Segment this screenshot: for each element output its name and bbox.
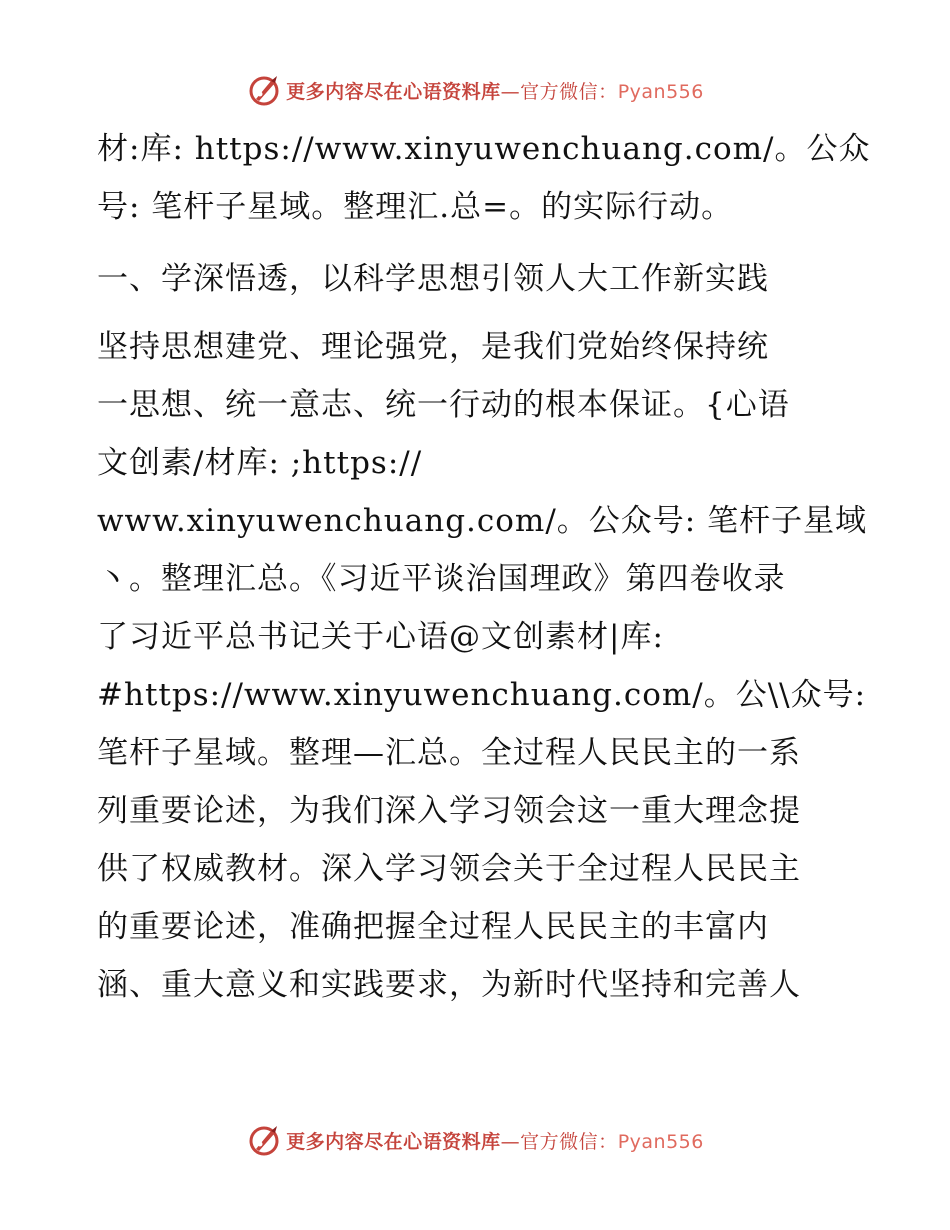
banner-wechat-id: Pyan556	[617, 80, 704, 103]
text-line: 丶。整理汇总。《习近平谈治国理政》第四卷收录	[97, 561, 786, 597]
text-line: 涵、重大意义和实践要求，为新时代坚持和完善人	[97, 967, 801, 1003]
footer-banner	[0, 1120, 950, 1160]
text-line: 一思想、统一意志、统一行动的根本保证。{心语	[97, 387, 790, 423]
banner-wechat-label: 官方微信：	[520, 80, 618, 103]
document-body	[97, 120, 871, 1014]
quill-logo-icon	[246, 1122, 282, 1158]
banner-brand-text: 更多内容尽在心语资料库	[286, 1130, 501, 1153]
text-line: 坚持思想建党、理论强党，是我们党始终保持统	[97, 329, 769, 365]
section-heading: 一、学深悟透，以科学思想引领人大工作新实践	[97, 261, 769, 297]
text-line: 的重要论述，准确把握全过程人民民主的丰富内	[97, 909, 769, 945]
text-line: 供了权威教材。深入学习领会关于全过程人民民主	[97, 851, 801, 887]
text-line: 了习近平总书记关于心语@文创素材|库:	[97, 619, 664, 655]
banner-separator: —	[500, 80, 521, 103]
banner-wechat-label: 官方微信：	[520, 1130, 618, 1153]
header-banner	[0, 70, 950, 110]
text-line: 号: 笔杆子星域。整理汇.总=。的实际行动。	[97, 189, 734, 225]
quill-logo-icon	[246, 72, 282, 108]
text-line: #https://www.xinyuwenchuang.com/。公\\众号:	[97, 677, 867, 713]
text-line: 笔杆子星域。整理—汇总。全过程人民民主的一系	[97, 735, 801, 771]
banner-wechat-id: Pyan556	[617, 1130, 704, 1153]
banner-separator: —	[500, 1130, 521, 1153]
text-line: www.xinyuwenchuang.com/。公众号: 笔杆子星域	[97, 503, 868, 539]
text-line: 列重要论述，为我们深入学习领会这一重大理念提	[97, 793, 801, 829]
banner-brand-text: 更多内容尽在心语资料库	[286, 80, 501, 103]
text-line: 材:库: https://www.xinyuwenchuang.com/。公众	[97, 131, 871, 167]
text-line: 文创素/材库: ;https://	[97, 445, 423, 481]
